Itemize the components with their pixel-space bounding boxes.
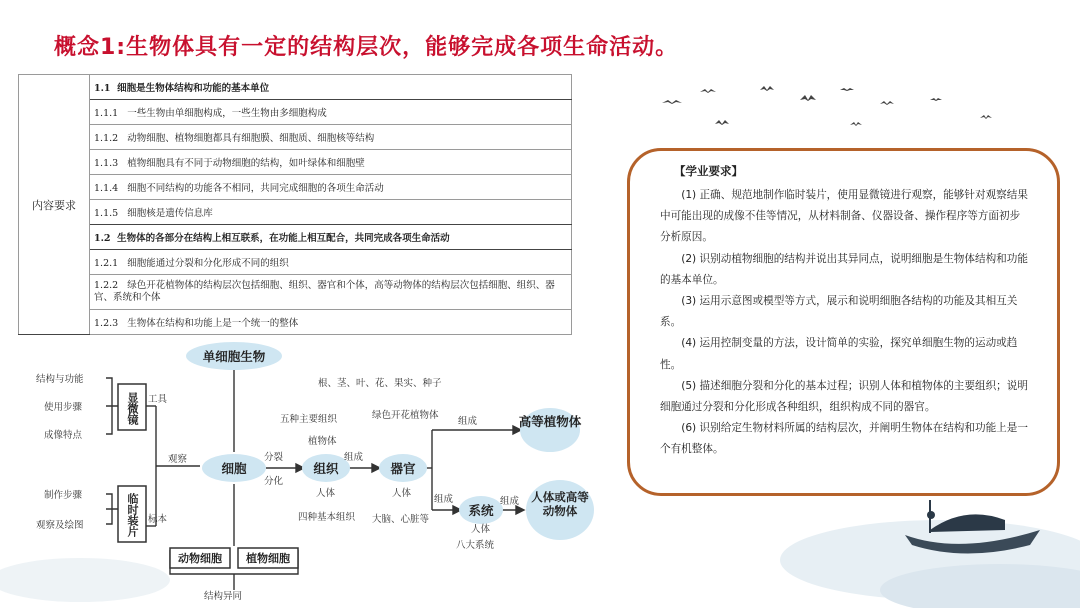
row-text: 动物细胞、植物细胞都具有细胞膜、细胞质、细胞核等结构: [127, 133, 375, 144]
table-row: [19, 175, 572, 200]
human-body-label: 人体: [316, 488, 336, 499]
row-text: 细胞能通过分裂和分化形成不同的组织: [127, 258, 289, 269]
structure-level-diagram: [28, 334, 608, 604]
requirement-item: (3) 运用示意图或模型等方式，展示和说明细胞各结构的功能及其相互关系。: [660, 295, 1018, 329]
requirement-item: (6) 识别给定生物材料所属的结构层次，并阐明生物体在结构和功能上是一个有机整体。: [660, 422, 1028, 456]
requirement-item: (1) 正确、规范地制作临时装片，使用显微镜进行观察，能够针对观察结果中可能出现的成像不佳等情况，从材料制备、仪器设备、操作程序等方面初步分析原因。: [660, 189, 1028, 244]
row-code: 1.2: [94, 233, 111, 244]
microscope-item: 成像特点: [44, 430, 83, 441]
row-code: 1.2.2: [94, 280, 119, 291]
higher-plant-node: [519, 408, 582, 452]
row-text: 细胞不同结构的功能各不相同，共同完成细胞的各项生命活动: [127, 183, 384, 194]
cell-node: [202, 454, 266, 482]
table-row: [19, 75, 572, 100]
table-cell: [90, 225, 572, 250]
plant-tissue-label: 五种主要组织: [280, 414, 338, 425]
system-label: 系统: [468, 503, 494, 518]
page-title: 概念1:生物体具有一定的结构层次，能够完成各项生命活动。: [54, 35, 679, 60]
table-row: [19, 125, 572, 150]
differentiation-label: 分化: [264, 476, 284, 487]
plant-body-label: 植物体: [308, 436, 337, 447]
table-row: [19, 150, 572, 175]
table-row: [19, 100, 572, 125]
organ-label: 器官: [390, 461, 416, 476]
row-code: 1.1.1: [94, 108, 119, 119]
flowering-plant-label: 绿色开花植物体: [372, 410, 439, 421]
row-code: 1.1.5: [94, 208, 119, 219]
plant-cell-label: 植物细胞: [246, 552, 290, 565]
higher-animal-text-box: [528, 490, 592, 532]
requirement-item: (5) 描述细胞分裂和分化的基本过程；识别人体和植物体的主要组织；说明细胞通过分裂和分化形成各种组织，组织构成不同的器官。: [660, 379, 1028, 414]
slide-item: 制作步骤: [44, 490, 83, 501]
form-label: 组成: [344, 452, 364, 463]
table-row: [19, 310, 572, 335]
structure-diff-label: 结构异同: [204, 591, 243, 602]
eight-systems-label: 八大系统: [456, 540, 495, 551]
table-row: [19, 200, 572, 225]
boat-icon: [905, 500, 1040, 554]
row-text: 生物体在结构和功能上是一个统一的整体: [127, 318, 299, 329]
row-code: 1.1: [94, 83, 111, 94]
division-label: 分裂: [264, 452, 284, 463]
table-row: [19, 275, 572, 310]
organ-node: [379, 454, 427, 482]
higher-animal-label: 人体或高等动物体: [531, 490, 589, 518]
requirement-item: (2) 识别动植物细胞的结构并说出其异同点，说明细胞是生物体结构和功能的基本单位。: [660, 252, 1028, 286]
row-text: 植物细胞具有不同于动物细胞的结构，如叶绿体和细胞壁: [127, 158, 365, 169]
slide-text-box: [118, 488, 146, 542]
single-cell-node: [186, 342, 282, 370]
table-cell: [90, 250, 572, 275]
animal-tissue-label: 四种基本组织: [298, 512, 356, 523]
row-text: 细胞是生物体结构和功能的基本单位: [117, 83, 270, 94]
table-cell: [90, 200, 572, 225]
row-code: 1.2.3: [94, 318, 119, 329]
slide-item: 观察及绘图: [36, 520, 84, 531]
row-text: 绿色开花植物体的结构层次包括细胞、组织、器官和个体，高等动物体的结构层次包括细胞、组织、器官、系统和个体: [94, 280, 555, 303]
animal-cell-box: [170, 548, 230, 568]
tissue-label: 组织: [313, 461, 339, 476]
tool-label: 工具: [148, 394, 168, 405]
single-cell-label: 单细胞生物: [202, 349, 266, 364]
card-title: 【学业要求】: [674, 164, 743, 178]
row-code: 1.2.1: [94, 258, 119, 269]
table-cell: [90, 125, 572, 150]
microscope-text-box: [118, 386, 146, 430]
row-code: 1.1.2: [94, 133, 119, 144]
system-node: [459, 496, 503, 524]
human-body-label: 人体: [471, 524, 491, 535]
table-row: [19, 250, 572, 275]
animal-cell-label: 动物细胞: [178, 552, 222, 565]
form-label: 组成: [434, 494, 454, 505]
slide-label: 临时装片: [126, 493, 139, 537]
curriculum-standard-table: [18, 74, 572, 335]
row-header: 内容要求: [19, 75, 90, 335]
table-cell: [90, 310, 572, 335]
microscope-label: 显微镜: [126, 391, 139, 425]
higher-plant-label: [519, 414, 582, 429]
form-label: 组成: [500, 496, 520, 507]
row-text: 细胞核是遗传信息库: [127, 208, 213, 219]
academic-requirements-card: [627, 148, 1060, 496]
microscope-item: 结构与功能: [36, 374, 84, 385]
row-code: 1.1.4: [94, 183, 119, 194]
table-cell: [90, 275, 572, 310]
specimen-label: 标本: [148, 514, 168, 525]
microscope-item: 使用步骤: [44, 402, 83, 413]
form-label: 组成: [458, 416, 478, 427]
row-text: 一些生物由单细胞构成，一些生物由多细胞构成: [127, 108, 327, 119]
requirement-item: (4) 运用控制变量的方法，设计简单的实验，探究单细胞生物的运动或趋性。: [660, 337, 1018, 371]
flying-birds-icon: [662, 86, 992, 126]
row-code: 1.1.3: [94, 158, 119, 169]
table-row: [19, 225, 572, 250]
tissue-node: [302, 454, 350, 482]
plant-organs-label: 根、茎、叶、花、果实、种子: [318, 378, 442, 389]
higher-plant-text: 高等植物体: [518, 414, 582, 429]
table-cell: [90, 75, 572, 100]
table-cell: [90, 100, 572, 125]
human-organs-label: 大脑、心脏等: [372, 514, 430, 525]
human-body-label: 人体: [392, 488, 412, 499]
plant-cell-box: [238, 548, 298, 568]
observe-label: 观察: [168, 454, 188, 465]
table-cell: [90, 175, 572, 200]
cell-label: 细胞: [221, 461, 247, 476]
row-text: 生物体的各部分在结构上相互联系，在功能上相互配合，共同完成各项生命活动: [117, 233, 450, 244]
table-cell: [90, 150, 572, 175]
